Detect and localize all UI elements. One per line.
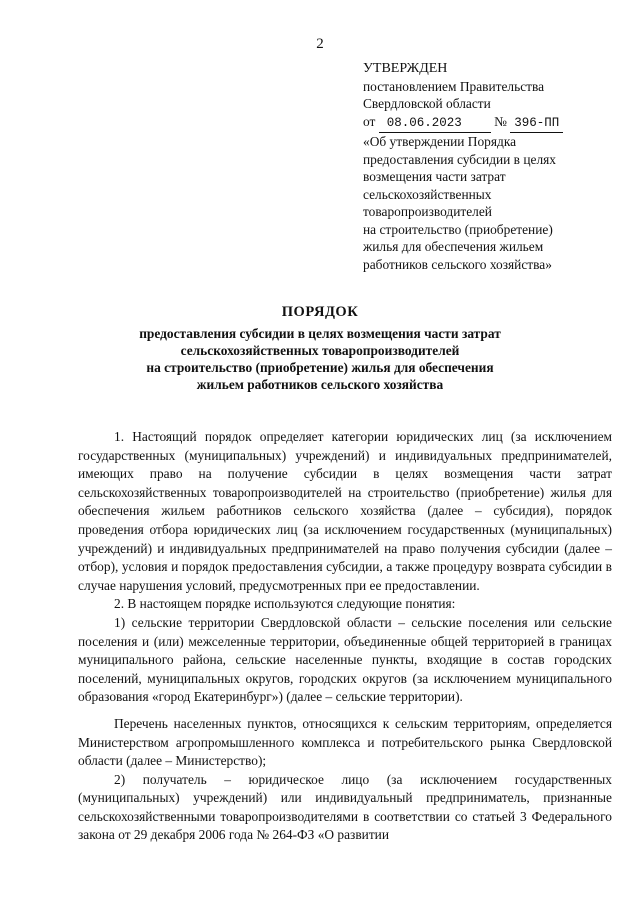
title-subline: предоставления субсидии в целях возмещения части затрат bbox=[139, 326, 501, 341]
document-body bbox=[78, 428, 612, 845]
paragraph: 2) получатель – юридическое лицо (за исключением государственных (муниципальных) учреждений) или индивидуальный предприниматель, признанные сельскохозяйственными товаропроизводителями в соответствии со статьей 3 Федерального закона от 29 декабря 2006 года № 264-ФЗ «О развитии bbox=[78, 771, 612, 843]
page-number: 2 bbox=[316, 36, 324, 52]
approval-subject-line: товаропроизводителей bbox=[363, 204, 492, 219]
approval-heading: УТВЕРЖДЕН bbox=[363, 61, 448, 76]
approval-number: 396-ПП bbox=[510, 115, 563, 134]
title-subline: сельскохозяйственных товаропроизводителей bbox=[180, 343, 460, 358]
paragraph: Перечень населенных пунктов, относящихся к сельским территориям, определяется Министерством агропромышленного комплекса и потребительского рынка Свердловской области (далее – Министерство); bbox=[78, 715, 612, 769]
approval-subject-line: сельскохозяйственных bbox=[363, 186, 492, 202]
approval-subject-line: предоставления субсидии в целях bbox=[363, 151, 557, 167]
paragraph: 1. Настоящий порядок определяет категории юридических лиц (за исключением государственных (муниципальных) учреждений) и индивидуальных предпринимателей, имеющих право на получение субсидии в целях возмещения части затрат сельскохозяйственных товаропроизводителей на строительство (приобретение) жилья для обеспечения жильем работников сельского хозяйства (далее – субсидия), порядок проведения отбора юридических лиц (за исключением государственных (муниципальных) учреждений) и индивидуальных предпринимателей на право получения субсидии (далее – отбор), условия и порядок предоставления субсидии, а также процедуру возврата субсидии в случае нарушения условий, предусмотренных при ее предоставлении. bbox=[78, 429, 612, 593]
approval-subject-line: жилья для обеспечения жильем bbox=[363, 239, 544, 254]
paragraph: 1) сельские территории Свердловской области – сельские поселения или сельские поселения и (или) межселенные территории, объединенные общей территорией в границах муниципального района, сельские населенные пункты, входящие в состав городских поселений, муниципальных округов, городских округов (за исключением муниципального образования «город Екатеринбург») (далее – сельские территории). bbox=[78, 614, 612, 705]
title-subline: жильем работников сельского хозяйства bbox=[196, 377, 444, 392]
approval-line: постановлением Правительства bbox=[363, 78, 545, 94]
approval-subject-line: работников сельского хозяйства» bbox=[363, 256, 552, 272]
approval-subject-line: на строительство (приобретение) bbox=[363, 221, 553, 237]
date-prefix: от bbox=[363, 113, 376, 129]
document-title bbox=[60, 304, 580, 393]
title-subline: на строительство (приобретение) жилья для обеспечения bbox=[146, 360, 494, 375]
approval-block bbox=[363, 60, 623, 273]
approval-subject-line: возмещения части затрат bbox=[363, 169, 506, 184]
approval-line: Свердловской области bbox=[363, 96, 491, 111]
approval-date: 08.06.2023 bbox=[379, 115, 491, 134]
paragraph: 2. В настоящем порядке используются следующие понятия: bbox=[114, 596, 456, 612]
number-sign: № bbox=[494, 113, 507, 129]
title-heading: ПОРЯДОК bbox=[281, 304, 359, 320]
approval-date-line bbox=[363, 113, 623, 134]
approval-subject-line: «Об утверждении Порядка bbox=[363, 134, 517, 149]
